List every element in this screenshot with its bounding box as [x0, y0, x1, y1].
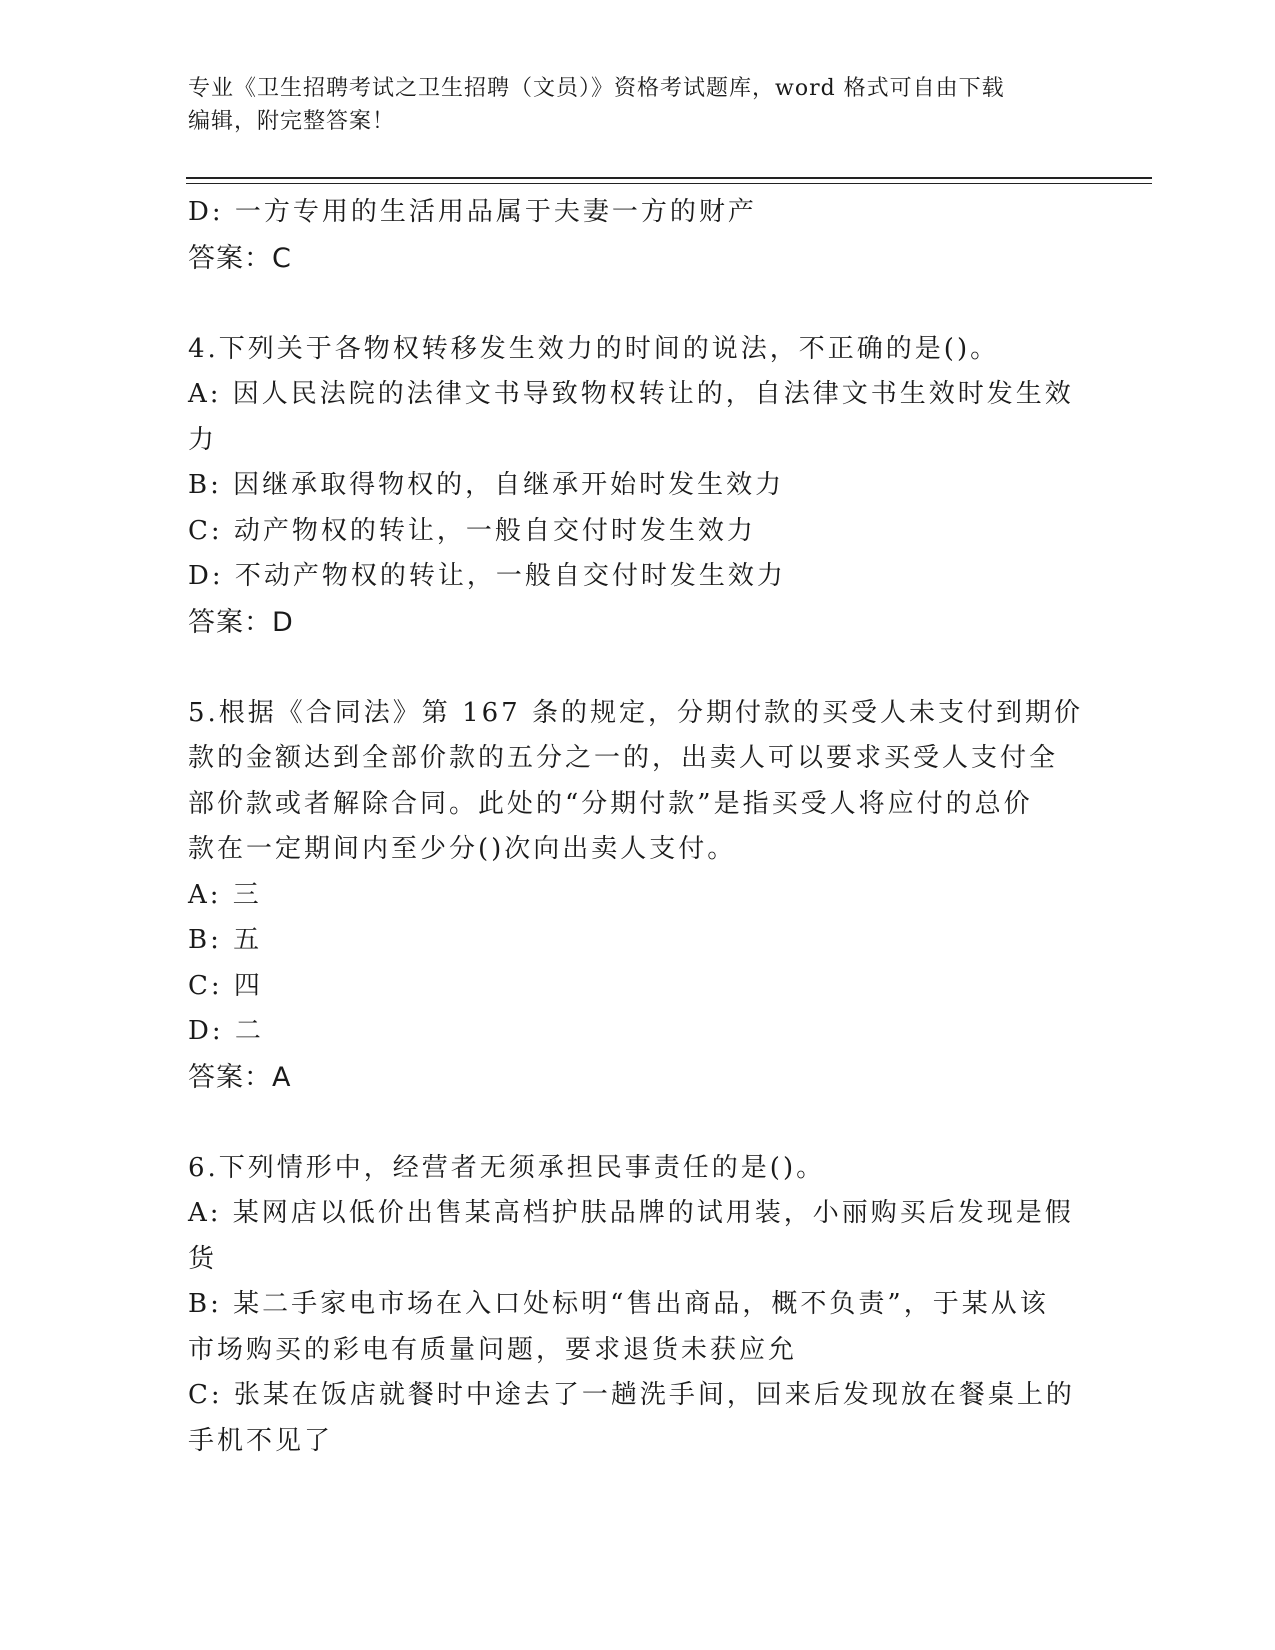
header-line: 专业《卫生招聘考试之卫生招聘（文员）》资格考试题库，word 格式可自由下载	[188, 76, 1005, 101]
option-a: A: 三	[188, 879, 262, 910]
question-3-tail	[188, 190, 1068, 281]
question-stem: 款在一定期间内至少分()次向出卖人支付。	[188, 834, 737, 864]
option-a-cont: 力	[188, 424, 218, 455]
page-header	[188, 72, 1068, 138]
option-a: A: 某网店以低价出售某高档护肤品牌的试用装，小丽购买后发现是假	[188, 1198, 1074, 1228]
option-c-cont: 手机不见了	[188, 1425, 334, 1456]
option-d: D: 一方专用的生活用品属于夫妻一方的财产	[188, 197, 757, 227]
question-5	[188, 691, 1083, 1101]
option-c: C: 张某在饭店就餐时中途去了一趟洗手间，回来后发现放在餐桌上的	[188, 1380, 1075, 1410]
option-b: B: 五	[188, 925, 263, 955]
question-stem: 5.根据《合同法》第 167 条的规定，分期付款的买受人未支付到期价	[188, 697, 1083, 728]
option-c: C: 动产物权的转让，一般自交付时发生效力	[188, 515, 756, 546]
header-rule	[186, 183, 1152, 184]
option-a-cont: 货	[188, 1243, 218, 1274]
question-stem: 部价款或者解除合同。此处的“分期付款”是指买受人将应付的总价	[188, 788, 1033, 819]
header-rule	[186, 177, 1152, 179]
spacer	[188, 1100, 1068, 1146]
option-a: A: 因人民法院的法律文书导致物权转让的，自法律文书生效时发生效	[188, 379, 1074, 409]
answer-label: 答案：D	[188, 606, 294, 638]
answer-label: 答案：A	[188, 1061, 292, 1093]
spacer	[188, 645, 1068, 691]
question-stem: 6.下列情形中，经营者无须承担民事责任的是()。	[188, 1152, 826, 1183]
option-d: D: 不动产物权的转让，一般自交付时发生效力	[188, 561, 786, 591]
question-6	[188, 1146, 1075, 1465]
option-b: B: 某二手家电市场在入口处标明“售出商品，概不负责”，于某从该	[188, 1289, 1049, 1319]
question-content	[188, 190, 1083, 1464]
spacer	[188, 281, 1068, 327]
question-stem: 款的金额达到全部价款的五分之一的，出卖人可以要求买受人支付全	[188, 743, 1059, 773]
question-4	[188, 327, 1074, 646]
option-c: C: 四	[188, 970, 263, 1001]
option-b-cont: 市场购买的彩电有质量问题，要求退货未获应允	[188, 1334, 798, 1365]
option-b: B: 因继承取得物权的，自继承开始时发生效力	[188, 470, 785, 500]
header-line: 编辑，附完整答案！	[188, 109, 396, 134]
option-d: D: 二	[188, 1016, 264, 1046]
question-stem: 4.下列关于各物权转移发生效力的时间的说法，不正确的是()。	[188, 333, 1000, 364]
answer-label: 答案：C	[188, 242, 292, 274]
